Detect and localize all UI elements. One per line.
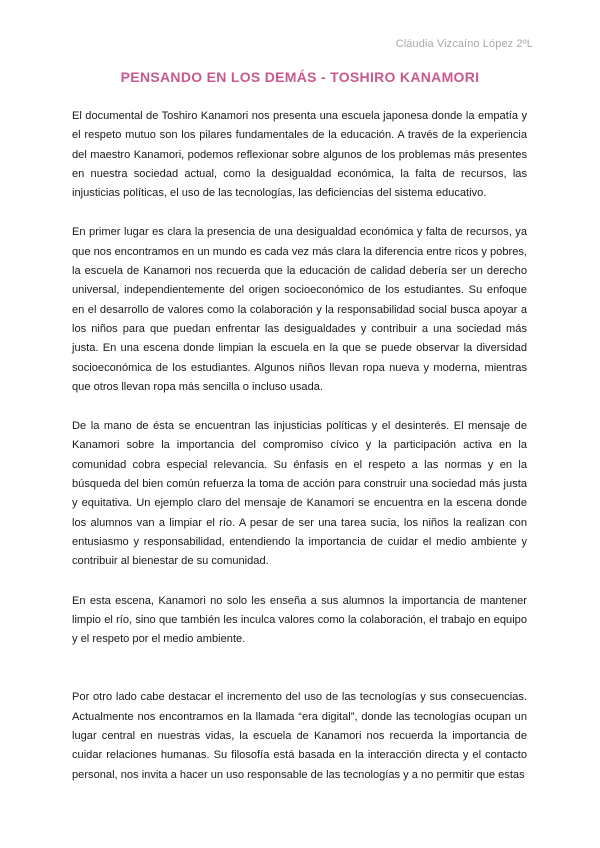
- paragraph-river-scene: En esta escena, Kanamori no solo les enseña a sus alumnos la importancia de mantener limpio el río, sino que también les inculca valores como la colaboración, el trabajo en equipo y el respeto por el medio ambiente.: [72, 594, 527, 646]
- paragraph-intro: El documental de Toshiro Kanamori nos presenta una escuela japonesa donde la empatía y el respeto mutuo son los pilares fundamentales de la educación. A través de la experiencia del maestro Kanamori, podemos reflexionar sobre algunos de los problemas más presentes en nuestra sociedad actual, como la desigualdad económica, la falta de recursos, las injusticias políticas, el uso de las tecnologías, las deficiencias del sistema educativo.: [72, 110, 527, 200]
- document-body: [72, 107, 527, 785]
- document-title: PENSANDO EN LOS DEMÁS - TOSHIRO KANAMORI: [120, 69, 480, 85]
- author-header: Cláudia Vizcaíno López 2ºL: [395, 38, 533, 50]
- paragraph-political-injustice: De la mano de ésta se encuentran las injusticias políticas y el desinterés. El mensaje de Kanamori sobre la importancia del compromiso cívico y la participación activa en la comunidad cobra especial relevancia. Su énfasis en el respeto a las normas y en la búsqueda del bien común refuerza la toma de acción para construir una sociedad más justa y equitativa. Un ejemplo claro del mensaje de Kanamori se encuentra en la escena donde los alumnos van a limpiar el río. A pesar de ser una tarea sucia, los niños la realizan con entusiasmo y responsabilidad, entendiendo la importancia de cuidar el medio ambiente y contribuir al bienestar de su comunidad.: [72, 420, 527, 568]
- paragraph-technology: Por otro lado cabe destacar el incremento del uso de las tecnologías y sus consecuencias. Actualmente nos encontramos en la llamada “era digital”, donde las tecnologías ocupan un lugar central en nuestras vidas, la escuela de Kanamori nos recuerda la importancia de cuidar relaciones humanas. Su filosofía está basada en la interacción directa y el contacto personal, nos invita a hacer un uso responsable de las tecnologías y a no permitir que estas: [72, 691, 527, 781]
- paragraph-economic-inequality: En primer lugar es clara la presencia de una desigualdad económica y falta de recursos, ya que nos encontramos en un mundo es cada vez más clara la diferencia entre ricos y pobres, la escuela de Kanamori nos recuerda que la educación de calidad debería ser un derecho universal, independientemente del origen socioeconómico de los estudiantes. Su enfoque en el desarrollo de valores como la colaboración y la responsabilidad social busca apoyar a los niños para que puedan enfrentar las desigualdades y contribuir a una sociedad más justa. En una escena donde limpian la escuela en la que se puede observar la diversidad socioeconómica de los estudiantes. Algunos niños llevan ropa nueva y moderna, mientras que otros llevan ropa más sencilla o incluso usada.: [72, 226, 527, 393]
